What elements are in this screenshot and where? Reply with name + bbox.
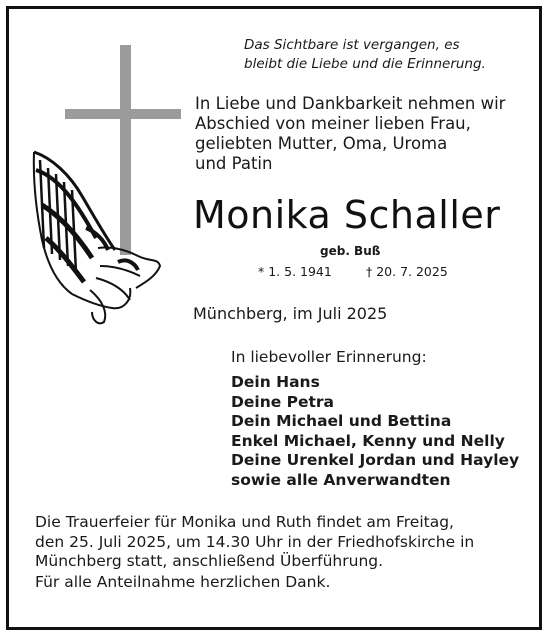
mourner-line: Deine Petra	[231, 392, 335, 411]
cross-icon	[65, 45, 181, 255]
mourner-line: Dein Hans	[231, 373, 320, 391]
mourners-list	[231, 373, 519, 491]
praying-hands-icon	[34, 152, 160, 323]
intro-text	[195, 94, 505, 174]
maiden-name: geb. Buß	[320, 244, 381, 258]
quote-line: bleibt die Liebe und die Erinnerung.	[244, 56, 486, 72]
thanks-line: Für alle Anteilnahme herzlichen Dank.	[35, 573, 331, 591]
remembrance-heading: In liebevoller Erinnerung:	[231, 348, 427, 366]
death-date: † 20. 7. 2025	[366, 264, 448, 279]
birth-date: * 1. 5. 1941	[258, 264, 332, 279]
intro-line: In Liebe und Dankbarkeit nehmen wir	[195, 94, 506, 113]
mourner-line: Dein Michael und Bettina	[231, 412, 452, 431]
mourner-line: Deine Urenkel Jordan und Hayley	[231, 451, 520, 470]
quote-line: Das Sichtbare ist vergangen, es	[244, 37, 460, 53]
service-line: Die Trauerfeier für Monika und Ruth findet am Freitag,	[35, 513, 454, 531]
intro-line: Abschied von meiner lieben Frau,	[195, 114, 471, 133]
service-notice	[35, 513, 474, 572]
place-date: Münchberg, im Juli 2025	[193, 304, 388, 323]
deceased-name: Monika Schaller	[193, 193, 501, 237]
mourner-line: sowie alle Anverwandten	[231, 470, 451, 489]
intro-line: und Patin	[195, 154, 273, 173]
service-line: den 25. Juli 2025, um 14.30 Uhr in der Friedhofskirche in	[35, 532, 475, 551]
intro-line: geliebten Mutter, Oma, Uroma	[195, 134, 448, 153]
service-line: Münchberg statt, anschließend Überführung.	[35, 552, 384, 570]
epigraph-quote	[244, 36, 486, 74]
mourner-line: Enkel Michael, Kenny und Nelly	[231, 431, 505, 450]
